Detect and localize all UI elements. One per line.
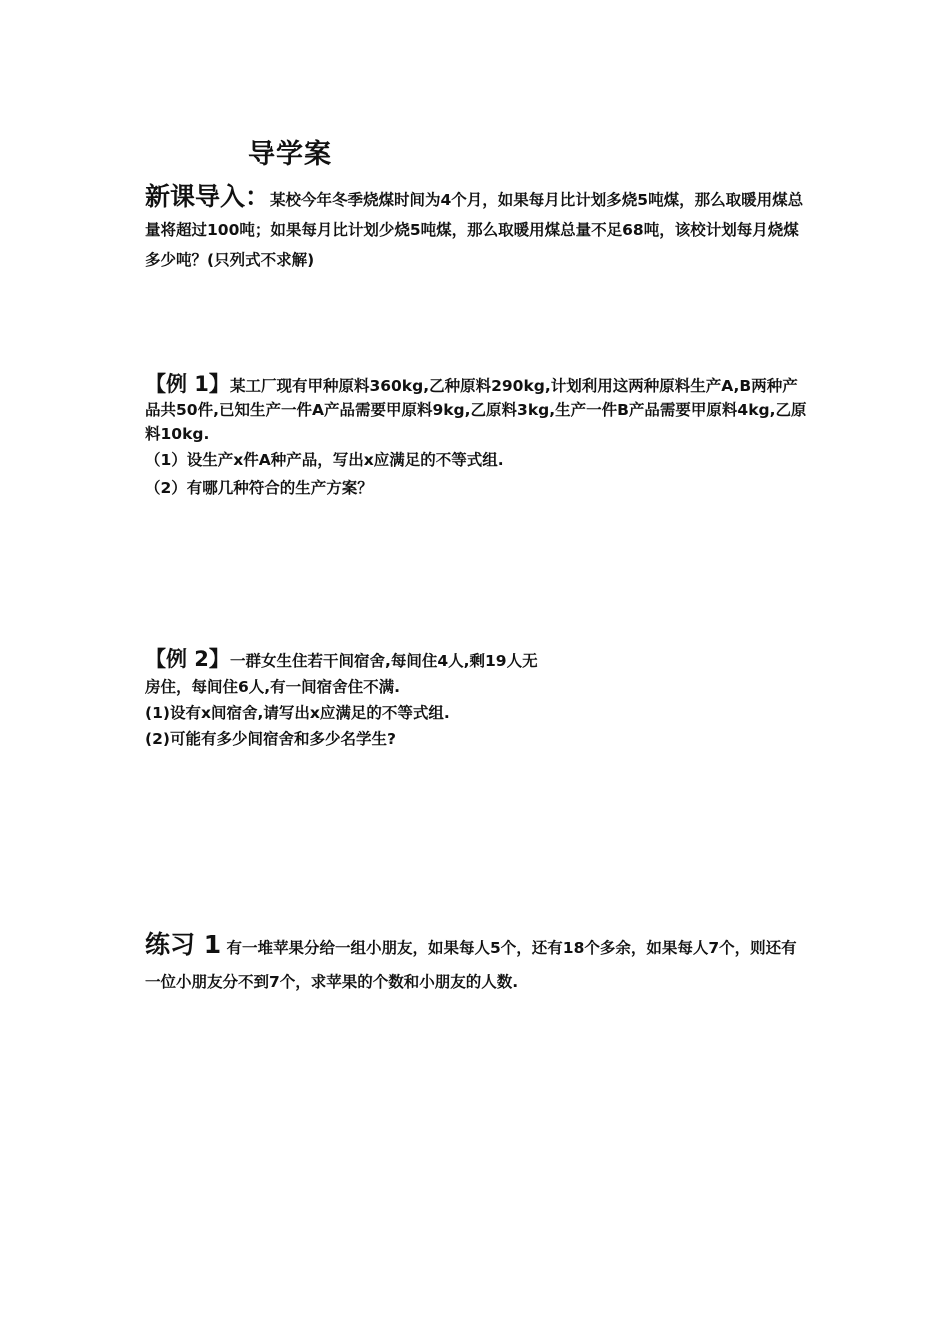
example-1-heading: 【例 1】	[145, 372, 230, 396]
example-2-text-line-1: 一群女生住若干间宿舍,每间住4人,剩19人无	[229, 652, 538, 670]
example-2-heading: 【例 2】	[145, 647, 230, 671]
practice-1-paragraph	[145, 928, 810, 999]
intro-paragraph	[145, 182, 810, 275]
example-1-section	[145, 372, 810, 502]
example-2-text-line-2: 房住，每间住6人,有一间宿舍住不满.	[145, 678, 401, 696]
example-1-text: 某工厂现有甲种原料360kg,乙种原料290kg,计划利用这两种原料生产A,B两种产品共50件,已知生产一件A产品需要甲原料9kg,乙原料3kg,生产一件B产品需要甲原料4kg,乙原料10kg.	[145, 377, 807, 443]
practice-1-section	[145, 928, 810, 999]
practice-1-heading: 练习 1	[145, 930, 222, 959]
example-1-question-1: （1）设生产x件A种产品，写出x应满足的不等式组.	[145, 451, 504, 469]
example-1-question-2: （2）有哪几种符合的生产方案？	[145, 479, 373, 497]
example-2-line-1	[145, 646, 810, 674]
example-1-paragraph	[145, 372, 810, 446]
intro-text: 某校今年冬季烧煤时间为4个月，如果每月比计划多烧5吨煤，那么取暖用煤总量将超过100吨；如果每月比计划少烧5吨煤，那么取暖用煤总量不足68吨，该校计划每月烧煤多少吨？(只列式不求解)	[145, 191, 804, 269]
example-2-section	[145, 646, 810, 752]
example-2-question-2: (2)可能有多少间宿舍和多少名学生?	[145, 730, 396, 748]
page-title: 导学案	[248, 139, 332, 170]
example-2-question-1: (1)设有x间宿舍,请写出x应满足的不等式组.	[145, 704, 450, 722]
intro-section	[145, 182, 810, 275]
intro-heading: 新课导入：	[145, 182, 271, 211]
practice-1-text: 有一堆苹果分给一组小朋友，如果每人5个，还有18个多余，如果每人7个，则还有一位小朋友分不到7个，求苹果的个数和小朋友的人数.	[145, 939, 797, 991]
